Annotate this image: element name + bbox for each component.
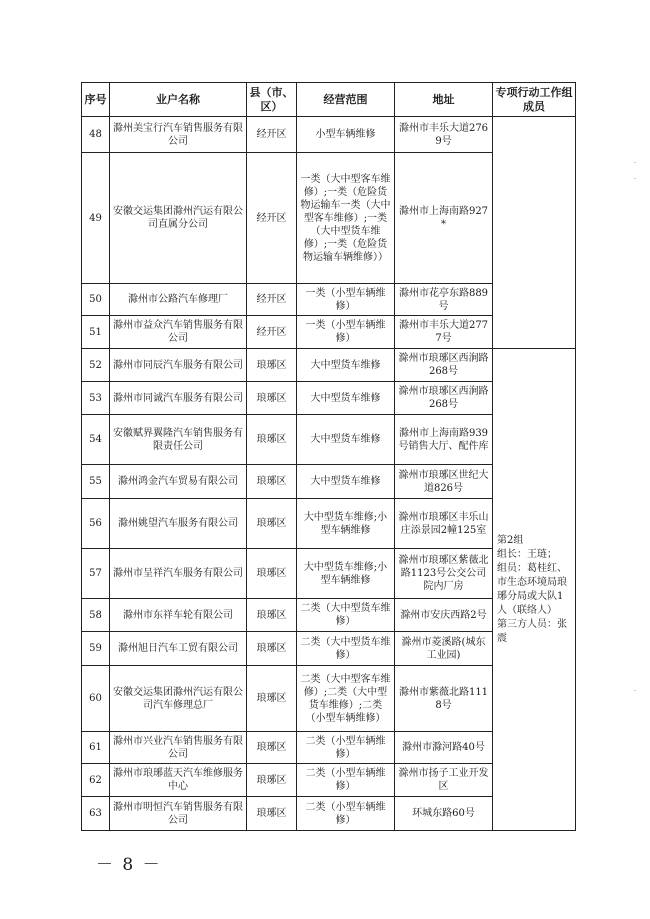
address: 滁州市上海南路939号销售大厅、配件库 <box>395 415 493 465</box>
district: 琅琊区 <box>247 764 297 797</box>
business-name: 滁州市东祥车轮有限公司 <box>110 599 247 632</box>
table-row <box>82 117 576 153</box>
business-name: 滁州市益众汽车销售服务有限公司 <box>110 316 247 349</box>
address: 环城东路60号 <box>395 797 493 831</box>
header-cell: 地址 <box>395 83 493 117</box>
district: 琅琊区 <box>247 465 297 499</box>
business-name: 滁州市同辰汽车服务有限公司 <box>110 349 247 382</box>
row-number: 62 <box>82 764 110 797</box>
business-scope: 小型车辆维修 <box>297 117 395 153</box>
business-scope: 大中型货车维修 <box>297 465 395 499</box>
business-name: 安徽赋界翼隆汽车销售服务有限责任公司 <box>110 415 247 465</box>
address: 滁州市琅琊区西涧路268号 <box>395 349 493 382</box>
business-scope: 大中型货车维修 <box>297 349 395 382</box>
row-number: 63 <box>82 797 110 831</box>
table-header-row <box>82 83 576 117</box>
business-scope: 大中型货车维修 <box>297 382 395 415</box>
district: 琅琊区 <box>247 549 297 599</box>
business-name: 滁州市琅琊蓝天汽车维修服务中心 <box>110 764 247 797</box>
scan-speck: · <box>634 688 636 695</box>
group-members-text: 第2组 组长：王琏； 组员：葛桂红、市生态环境局琅琊分局或大队1人（联络人） 第三方人员：张震 <box>497 534 567 644</box>
business-scope: 大中型货车维修;小型车辆维修 <box>297 549 395 599</box>
address: 滁州市花亭东路889号 <box>395 284 493 316</box>
address: 滁州市菱溪路(城东工业园) <box>395 632 493 666</box>
address: 滁州市丰乐大道2769号 <box>395 117 493 153</box>
row-number: 48 <box>82 117 110 153</box>
address: 滁州市琅琊区世纪大道826号 <box>395 465 493 499</box>
address: 滁州市琅琊区丰乐山庄添景园2幢125室 <box>395 499 493 549</box>
business-scope: 二类（大中型货车维修） <box>297 632 395 666</box>
district: 琅琊区 <box>247 732 297 764</box>
row-number: 59 <box>82 632 110 666</box>
row-number: 51 <box>82 316 110 349</box>
scan-speck: · <box>634 160 636 167</box>
row-number: 56 <box>82 499 110 549</box>
address: 滁州市上海南路927* <box>395 153 493 284</box>
enterprise-table <box>81 82 576 831</box>
business-name: 滁州鸿金汽车贸易有限公司 <box>110 465 247 499</box>
business-scope: 二类（小型车辆维修） <box>297 764 395 797</box>
business-scope: 二类（大中型客车维修）;二类（大中型货车维修）;二类（小型车辆维修） <box>297 666 395 732</box>
district: 琅琊区 <box>247 797 297 831</box>
address: 滁州市丰乐大道2777号 <box>395 316 493 349</box>
address: 滁州市琅琊区西涧路268号 <box>395 382 493 415</box>
business-name: 安徽交运集团滁州汽运有限公司汽车修理总厂 <box>110 666 247 732</box>
district: 经开区 <box>247 284 297 316</box>
business-name: 滁州市同诚汽车服务有限公司 <box>110 382 247 415</box>
group-members-1 <box>493 117 576 349</box>
district: 琅琊区 <box>247 349 297 382</box>
row-number: 54 <box>82 415 110 465</box>
group-members-2 <box>493 349 576 831</box>
business-name: 滁州市呈祥汽车服务有限公司 <box>110 549 247 599</box>
address: 滁州市琅琊区紫薇北路1123号公交公司院内厂房 <box>395 549 493 599</box>
row-number: 57 <box>82 549 110 599</box>
business-scope: 二类（小型车辆维修） <box>297 797 395 831</box>
header-cell: 县（市、区） <box>247 83 297 117</box>
header-cell: 专项行动工作组成员 <box>493 83 576 117</box>
business-name: 滁州姚望汽车服务有限公司 <box>110 499 247 549</box>
row-number: 60 <box>82 666 110 732</box>
scan-speck: · <box>634 176 636 183</box>
district: 琅琊区 <box>247 632 297 666</box>
business-name: 滁州美宝行汽车销售服务有限公司 <box>110 117 247 153</box>
district: 琅琊区 <box>247 666 297 732</box>
business-name: 滁州旭日汽车工贸有限公司 <box>110 632 247 666</box>
district: 经开区 <box>247 153 297 284</box>
business-name: 滁州市公路汽车修理厂 <box>110 284 247 316</box>
address: 滁州市滁河路40号 <box>395 732 493 764</box>
row-number: 49 <box>82 153 110 284</box>
district: 琅琊区 <box>247 415 297 465</box>
district: 琅琊区 <box>247 599 297 632</box>
row-number: 50 <box>82 284 110 316</box>
business-name: 滁州市明恒汽车销售服务有限公司 <box>110 797 247 831</box>
district: 经开区 <box>247 117 297 153</box>
business-scope: 一类（小型车辆维修） <box>297 316 395 349</box>
table-row <box>82 349 576 382</box>
header-cell: 序号 <box>82 83 110 117</box>
row-number: 53 <box>82 382 110 415</box>
address: 滁州市安庆西路2号 <box>395 599 493 632</box>
row-number: 58 <box>82 599 110 632</box>
business-scope: 二类（大中型货车维修） <box>297 599 395 632</box>
address: 滁州市扬子工业开发区 <box>395 764 493 797</box>
business-name: 滁州市兴业汽车销售服务有限公司 <box>110 732 247 764</box>
district: 琅琊区 <box>247 382 297 415</box>
business-scope: 大中型货车维修;小型车辆维修 <box>297 499 395 549</box>
address: 滁州市紫薇北路1118号 <box>395 666 493 732</box>
row-number: 61 <box>82 732 110 764</box>
page-number: － 8 － <box>96 855 162 875</box>
business-name: 安徽交运集团滁州汽运有限公司直属分公司 <box>110 153 247 284</box>
district: 琅琊区 <box>247 499 297 549</box>
business-scope: 一类（小型车辆维修） <box>297 284 395 316</box>
row-number: 55 <box>82 465 110 499</box>
business-scope: 一类（大中型客车维修）;一类（危险货物运输车一类（大中型客车维修）;一类（大中型货车维修）;一类（危险货物运输车辆维修）） <box>297 153 395 284</box>
header-cell: 业户名称 <box>110 83 247 117</box>
district: 经开区 <box>247 316 297 349</box>
business-scope: 二类（小型车辆维修） <box>297 732 395 764</box>
row-number: 52 <box>82 349 110 382</box>
business-scope: 大中型货车维修 <box>297 415 395 465</box>
header-cell: 经营范围 <box>297 83 395 117</box>
